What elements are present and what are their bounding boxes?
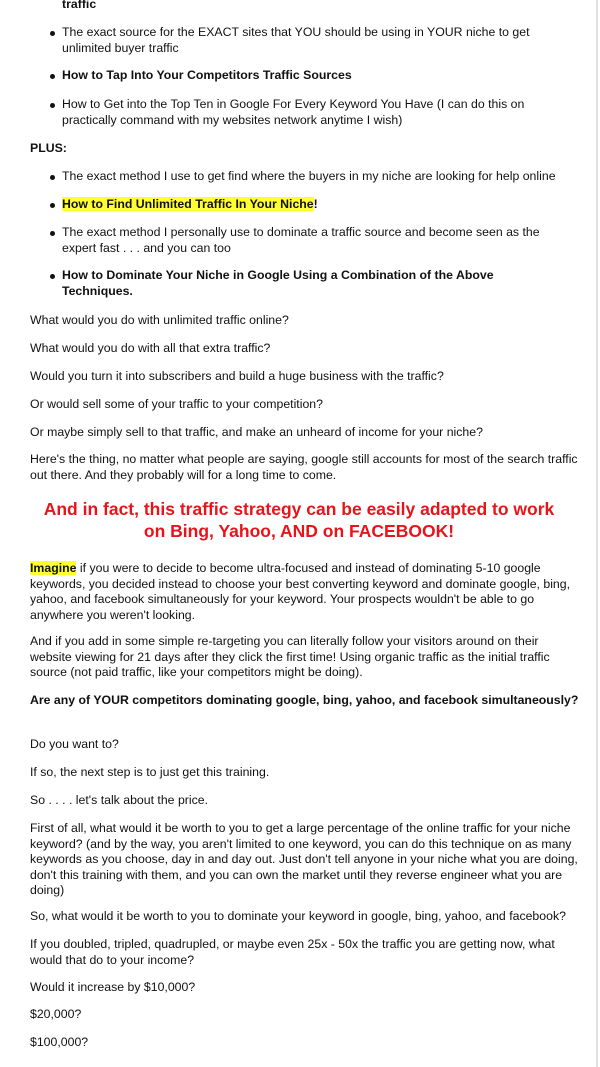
list-item: The exact source for the EXACT sites that YOU should be using in YOUR niche to get unlimited buyer traffic [62, 25, 562, 56]
question-paragraph: Or maybe simply sell to that traffic, and make an unheard of income for your niche? [30, 425, 483, 439]
do-you-want-paragraph: Do you want to? [30, 737, 119, 751]
list-item: The exact method I use to get find where the buyers in my niche are looking for help online [62, 169, 562, 185]
exclamation-text: ! [313, 197, 318, 211]
imagine-paragraph [30, 561, 580, 623]
competitors-question: Are any of YOUR competitors dominating google, bing, yahoo, and facebook simultaneously? [30, 693, 579, 707]
imagine-highlight: Imagine [30, 561, 77, 575]
increase-question: Would it increase by $10,000? [30, 980, 196, 994]
price-intro-paragraph: So . . . . let's talk about the price. [30, 793, 209, 807]
imagine-text: if you were to decide to become ultra-focused and instead of dominating 5-10 google keywords, you decided instead to choose your best converting keyword and dominate google, bing, yahoo, and facebook simultaneously for your keyword. Your prospects wouldn't be able to go anywhere you weren't looking. [30, 561, 571, 622]
list-item: The exact method I personally use to dominate a traffic source and become seen as the expert fast . . . and you can too [62, 225, 562, 256]
worth-question: So, what would it be worth to you to dominate your keyword in google, bing, yahoo, and facebook? [30, 909, 566, 923]
question-paragraph: Would you turn it into subscribers and build a huge business with the traffic? [30, 369, 444, 383]
question-paragraph: What would you do with all that extra traffic? [30, 341, 271, 355]
amount-20k: $20,000? [30, 1007, 82, 1021]
list-item: How to Dominate Your Niche in Google Using a Combination of the Above Techniques. [62, 268, 562, 299]
question-paragraph: What would you do with unlimited traffic online? [30, 313, 289, 327]
list-item: How to Get into the Top Ten in Google For Every Keyword You Have (I can do this on practically command with my websites network anytime I wish) [62, 97, 562, 128]
plus-label: PLUS: [30, 141, 67, 155]
first-of-all-paragraph: First of all, what would it be worth to you to get a large percentage of the online traffic for your niche keyword? (and by the way, you aren't limited to one keyword, you can do this technique on as many keywords as you choose, day in and day out. Just don't tell anyone in your niche what you are doing, don't this training with them, and you can own the market until they reverse engineer what you are doing) [30, 821, 578, 897]
top-fragment-text: traffic [62, 0, 97, 11]
headline: And in fact, this traffic strategy can be easily adapted to work on Bing, Yahoo, AND on FACEBOOK! [43, 499, 555, 541]
question-paragraph: Or would sell some of your traffic to your competition? [30, 397, 323, 411]
retarget-paragraph: And if you add in some simple re-targeting you can literally follow your visitors around on their website viewing for 21 days after they click the first time! Using organic traffic as the initial traffic source (not paid traffic, like your competitors might be doing). [30, 634, 550, 679]
list-item-highlighted [62, 197, 562, 213]
highlighted-text: How to Find Unlimited Traffic In Your Niche [62, 197, 314, 211]
amount-100k: $100,000? [30, 1035, 89, 1049]
google-paragraph: Here's the thing, no matter what people are saying, google still accounts for most of the search traffic out there. And they probably will for a long time to come. [30, 452, 578, 482]
list-item: How to Tap Into Your Competitors Traffic Sources [62, 68, 562, 84]
doubled-question: If you doubled, tripled, quadrupled, or maybe even 25x - 50x the traffic you are getting now, what would that do to your income? [30, 937, 555, 967]
next-step-paragraph: If so, the next step is to just get this training. [30, 765, 270, 779]
